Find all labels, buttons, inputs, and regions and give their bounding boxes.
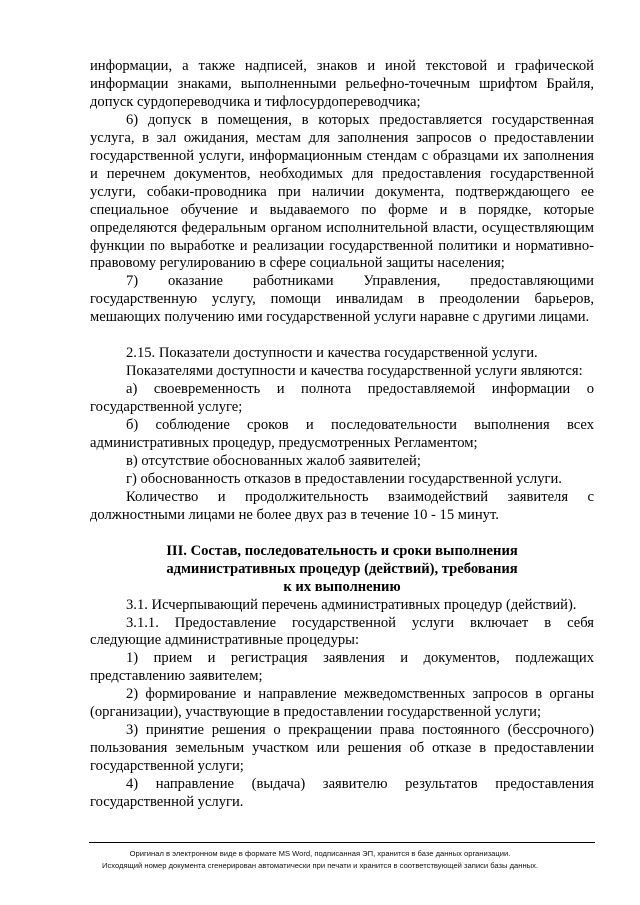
section-2-15-intro: Показателями доступности и качества государственной услуги являются: — [126, 363, 583, 380]
section-2-15-item-b: б) соблюдение сроков и последовательности выполнения всех административных процедур, предусмотренных Регламентом; — [90, 417, 594, 451]
heading-line-2: административных процедур (действий), требования — [166, 560, 518, 577]
section-2-15-interactions: Количество и продолжительность взаимодействий заявителя с должностными лицами не более двух раз в течение 10 - 15 минут. — [90, 488, 594, 523]
spacer — [90, 327, 594, 345]
section-2-15-item-a: а) своевременность и полнота предоставляемой информации о государственной услуге; — [90, 381, 594, 416]
paragraph-braille: информации, а также надписей, знаков и иной текстовой и графической информации знаками, выполненными рельефно-точечным шрифтом Брайля, допуск сурдопереводчика и тифлосурдопереводчика; — [90, 58, 594, 110]
spacer — [90, 525, 594, 543]
section-heading — [90, 543, 594, 597]
section-2-15-title: 2.15. Показатели доступности и качества государственной услуги. — [126, 345, 538, 362]
footer-line-1: Оригинал в электронном виде в формате MS Word, подписанная ЭП, хранится в базе данных организации. — [129, 849, 511, 858]
section-2-15-item-g: г) обоснованность отказов в предоставлении государственной услуги. — [126, 470, 562, 487]
paragraph-item-6: 6) допуск в помещения, в которых предоставляется государственная услуга, в зал ожидания, местам для заполнения запросов о предоставлении государственной услуги, информационным стендам с образцами их заполнения и перечнем документов, необходимых для предоставления государственной услуги, собаки-проводника при наличии документа, подтверждающего ее специальное обучение и выдаваемого по форме и в порядке, которые определяются федеральным органом исполнительной власти, осуществляющим функции по выработке и реализации государственной политики и нормативно-правовому регулированию в сфере социальной защиты населения; — [90, 111, 594, 272]
procedure-item-3: 3) принятие решения о прекращении права постоянного (бессрочного) пользования земельным участком или решения об отказе в предоставлении государственной услуги; — [90, 722, 594, 775]
section-2-15-item-v: в) отсутствие обоснованных жалоб заявителей; — [126, 452, 421, 469]
procedure-item-1: 1) прием и регистрация заявления и документов, подлежащих представлению заявителем; — [90, 650, 594, 685]
footer-line-2: Исходящий номер документа сгенерирован автоматически при печати и хранится в соответствующей записи базы данных. — [101, 861, 538, 870]
document-body — [90, 58, 594, 812]
section-3-1-1: 3.1.1. Предоставление государственной услуги включает в себя следующие административные процедуры: — [90, 614, 594, 649]
section-3-1: 3.1. Исчерпывающий перечень административных процедур (действий). — [126, 596, 577, 613]
heading-line-3: к их выполнению — [283, 578, 401, 595]
procedure-item-4: 4) направление (выдача) заявителю результатов предоставления государственной услуги. — [90, 776, 594, 811]
footer-divider — [89, 842, 595, 843]
heading-line-1: III. Состав, последовательность и сроки выполнения — [166, 542, 518, 559]
paragraph-item-7: 7) оказание работниками Управления, предоставляющими государственную услугу, помощи инвалидам в преодолении барьеров, мешающих получению ими государственной услуги наравне с другими лицами. — [90, 273, 594, 326]
procedure-item-2: 2) формирование и направление межведомственных запросов в органы (организации), участвующие в предоставлении государственной услуги; — [90, 686, 594, 721]
footer-note — [60, 848, 580, 872]
